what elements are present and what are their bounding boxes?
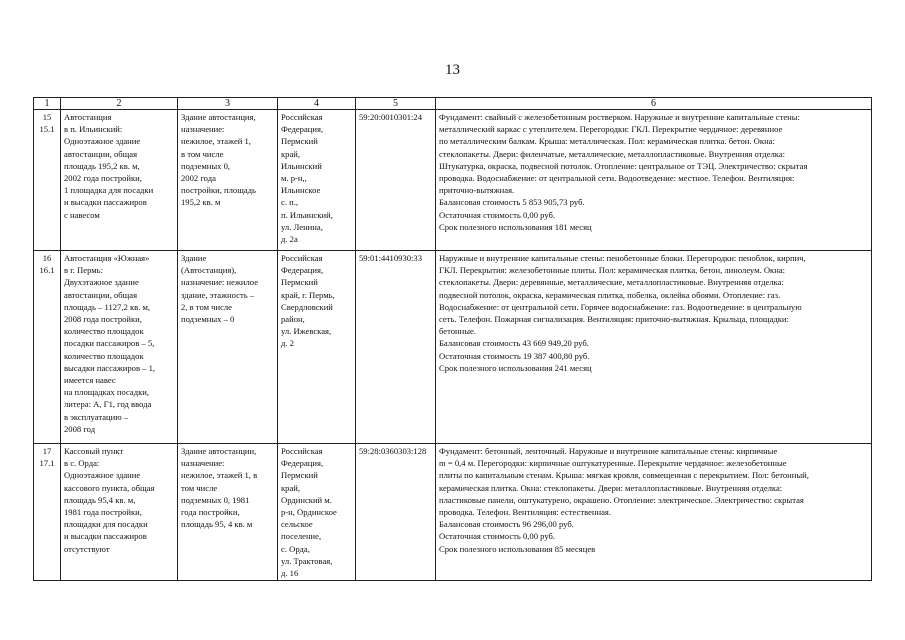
details-cell	[436, 251, 872, 444]
text-line: подвесной потолок, окраска, керамическая плитка, побелка, оклейка обоями. Отопление: газ.	[439, 289, 781, 300]
text-line: Ординский м.	[281, 494, 332, 505]
text-line: постройки, площадь	[181, 185, 256, 196]
text-line: Водоснабжение: от центральной сети. Горячее водоснабжение: газ. Водоотведение: в центральную	[439, 301, 802, 312]
row-subnumber: 15.1	[39, 124, 55, 135]
cadastral-number-cell	[356, 110, 436, 251]
text-line: Штукатурка, окраска, подвесной потолок. Отопление: центральное от ТЭЦ. Электричество: скрытая	[439, 160, 808, 171]
text-line: приточно-вытяжная.	[439, 185, 515, 196]
text-line: 2002 года	[181, 173, 216, 184]
text-line: 2002 года постройки,	[64, 173, 142, 184]
text-line: Здание автостанция,	[181, 112, 256, 122]
text-line: автостанции, общая	[64, 289, 138, 300]
text-line: край,	[281, 482, 301, 493]
text-line: металлический каркас с утеплителем. Перегородки: ГКЛ. Перекрытие чердачное: деревянное	[439, 124, 783, 135]
row-subnumber: 17.1	[39, 458, 55, 469]
residual-value: Остаточная стоимость 19 387 400,80 руб.	[439, 350, 590, 361]
cadastral-number: 59:01:4410930:33	[359, 253, 423, 263]
text-line: край,	[281, 148, 301, 159]
text-line: Наружные и внутренние капитальные стены: пенобетонные блоки. Перегородки: пеноблок, кирпич,	[439, 253, 806, 263]
text-line: назначение:	[181, 124, 225, 135]
text-line: Российская	[281, 253, 323, 263]
text-line: Российская	[281, 112, 323, 122]
text-line: нежилое, этажей 1,	[181, 136, 251, 147]
text-line: количество площадок	[64, 350, 144, 361]
object-name-cell	[61, 444, 178, 581]
row-number-cell	[34, 444, 61, 581]
row-number-cell	[34, 110, 61, 251]
text-line: Федерация,	[281, 458, 324, 469]
text-line: д. 16	[281, 568, 299, 579]
text-line: Российская	[281, 446, 323, 456]
column-header: 1	[34, 98, 61, 110]
text-line: Ильинский	[281, 160, 322, 171]
text-line: проводка. Телефон. Вентиляция: естественная.	[439, 507, 612, 518]
text-line: площадь 195,2 кв. м,	[64, 160, 140, 171]
text-line: район,	[281, 314, 305, 325]
text-line: года постройки,	[181, 507, 240, 518]
cadastral-number-cell	[356, 444, 436, 581]
text-line: m = 0,4 м. Перегородки: кирпичные оштукатуренные. Перекрытие чердачное: железобетонные	[439, 458, 787, 469]
text-line: в эксплуатацию –	[64, 411, 129, 422]
text-line: ул. Ленина,	[281, 221, 323, 232]
cadastral-number: 59:28:0360303:128	[359, 446, 427, 456]
text-line: количество площадок	[64, 326, 144, 337]
text-line: автостанции, общая	[64, 148, 138, 159]
text-line: стеклопакеты. Двери: филенчатые, металлические, металлопластиковые. Внутренняя отделка:	[439, 148, 786, 159]
column-header: 5	[356, 98, 436, 110]
text-line: в п. Ильинский:	[64, 124, 123, 135]
text-line: и высадки пассажиров	[64, 197, 147, 208]
cadastral-number: 59:20:0010301:24	[359, 112, 423, 122]
text-line: Фундамент: свайный с железобетонным ростверком. Наружные и внутренние капитальные стены:	[439, 112, 800, 122]
text-line: том числе	[181, 482, 218, 493]
text-line: отсутствуют	[64, 543, 110, 554]
column-header: 3	[178, 98, 278, 110]
text-line: по металлическим балкам. Крыша: металлическая. Пол: керамическая плитка. бетон. Окна:	[439, 136, 775, 147]
property-table	[33, 97, 872, 581]
text-line: керамическая плитка. Окна: стеклопакеты. Двери: металлопластиковые. Внутренняя отделка:	[439, 482, 783, 493]
balance-value: Балансовая стоимость 43 669 949,20 руб.	[439, 338, 589, 349]
residual-value: Остаточная стоимость 0,00 руб.	[439, 209, 556, 220]
text-line: нежилое, этажей 1, в	[181, 470, 258, 481]
text-line: сельское	[281, 519, 313, 530]
useful-life: Срок полезного использования 85 месяцев	[439, 543, 596, 554]
text-line: д. 2	[281, 338, 294, 349]
text-line: Фундамент: бетонный, ленточный. Наружные и внутренние капитальные стены: кирпичные	[439, 446, 778, 456]
text-line: и высадки пассажиров	[64, 531, 147, 542]
useful-life: Срок полезного использования 181 месяц	[439, 221, 592, 232]
row-number: 17	[42, 446, 52, 456]
text-line: край, г. Пермь,	[281, 289, 335, 300]
text-line: площадки для посадки	[64, 519, 148, 530]
balance-value: Балансовая стоимость 5 853 905,73 руб.	[439, 197, 585, 208]
text-line: Ильинское	[281, 185, 321, 196]
text-line: назначение: нежилое	[181, 277, 259, 288]
text-line: подземных 0,	[181, 160, 231, 171]
text-line: с. Орда,	[281, 543, 310, 554]
text-line: высадки пассажиров – 1,	[64, 362, 156, 373]
text-line: п. Ильинский,	[281, 209, 333, 220]
text-line: Двухэтажное здание	[64, 277, 139, 288]
row-number: 16	[42, 253, 52, 263]
text-line: Пермский	[281, 277, 318, 288]
text-line: Пермский	[281, 470, 318, 481]
text-line: посадки пассажиров – 5,	[64, 338, 155, 349]
table-row	[34, 251, 872, 444]
text-line: сеть. Телефон. Пожарная сигнализация. Вентиляция: приточно-вытяжная. Крыльца, площадки:	[439, 314, 789, 325]
balance-value: Балансовая стоимость 96 296,00 руб.	[439, 519, 574, 530]
text-line: плиты по капитальным стенам. Крыша: мягкая кровля, совмещенная с перекрытием. Пол: бетонный,	[439, 470, 809, 481]
column-header: 2	[61, 98, 178, 110]
text-line: кассового пункта, общая	[64, 482, 155, 493]
address-cell	[278, 251, 356, 444]
text-line: Одноэтажное здание	[64, 470, 141, 481]
text-line: Здание	[181, 253, 207, 263]
text-line: Федерация,	[281, 265, 324, 276]
text-line: бетонные.	[439, 326, 476, 337]
text-line: проводка. Водоснабжение: от центральной сети. Водоотведение: местное. Телефон. Вентиляция:	[439, 173, 795, 184]
text-line: 2, в том числе	[181, 301, 233, 312]
text-line: 2008 год	[64, 423, 96, 434]
details-cell	[436, 110, 872, 251]
text-line: поселение,	[281, 531, 322, 542]
text-line: ГКЛ. Перекрытия: железобетонные плиты. Пол: керамическая плитка, бетон, линолеум. Окна:	[439, 265, 786, 276]
text-line: 2008 года постройки,	[64, 314, 142, 325]
column-header: 4	[278, 98, 356, 110]
table-row	[34, 444, 872, 581]
text-line: Автостанция «Южная»	[64, 253, 150, 263]
object-name-cell	[61, 110, 178, 251]
text-line: подземных 0, 1981	[181, 494, 250, 505]
text-line: Пермский	[281, 136, 318, 147]
column-header: 6	[436, 98, 872, 110]
text-line: 1981 года постройки,	[64, 507, 142, 518]
text-line: ул. Трактовая,	[281, 555, 333, 566]
purpose-cell	[178, 110, 278, 251]
purpose-cell	[178, 251, 278, 444]
text-line: р-н, Ординское	[281, 507, 337, 518]
table-row	[34, 110, 872, 251]
text-line: м. р-н,,	[281, 173, 307, 184]
text-line: Свердловский	[281, 301, 333, 312]
text-line: с. п.,	[281, 197, 299, 208]
text-line: 195,2 кв. м	[181, 197, 221, 208]
text-line: пластиковые панели, оштукатурено, окрашено. Отопление: электрическое. Электричество: скрытая	[439, 494, 804, 505]
text-line: 1 площадка для посадки	[64, 185, 154, 196]
address-cell	[278, 110, 356, 251]
text-line: в с. Орда:	[64, 458, 100, 469]
text-line: Здание автостанции,	[181, 446, 257, 456]
text-line: Автостанция	[64, 112, 112, 122]
row-number: 15	[42, 112, 52, 122]
text-line: Одноэтажное здание	[64, 136, 141, 147]
object-name-cell	[61, 251, 178, 444]
text-line: площадь 95,4 кв. м,	[64, 494, 136, 505]
text-line: площадь – 1127,2 кв. м,	[64, 301, 151, 312]
text-line: д. 2а	[281, 234, 298, 245]
page-number: 13	[445, 62, 460, 78]
text-line: (Автостанция),	[181, 265, 237, 276]
text-line: литера: А, Г1, год ввода	[64, 399, 152, 410]
text-line: ул. Ижевская,	[281, 326, 332, 337]
text-line: имеется навес	[64, 375, 116, 386]
purpose-cell	[178, 444, 278, 581]
useful-life: Срок полезного использования 241 месяц	[439, 362, 592, 373]
text-line: в том числе	[181, 148, 224, 159]
residual-value: Остаточная стоимость 0,00 руб.	[439, 531, 556, 542]
text-line: Кассовый пункт	[64, 446, 124, 456]
text-line: в г. Пермь:	[64, 265, 103, 276]
address-cell	[278, 444, 356, 581]
text-line: с навесом	[64, 209, 100, 220]
header-row	[34, 98, 872, 110]
text-line: подземных – 0	[181, 314, 235, 325]
text-line: площадь 95, 4 кв. м	[181, 519, 253, 530]
row-subnumber: 16.1	[39, 265, 55, 276]
details-cell	[436, 444, 872, 581]
row-number-cell	[34, 251, 61, 444]
text-line: на площадках посадки,	[64, 387, 149, 398]
text-line: назначение:	[181, 458, 225, 469]
cadastral-number-cell	[356, 251, 436, 444]
text-line: Федерация,	[281, 124, 324, 135]
text-line: здание, этажность –	[181, 289, 255, 300]
text-line: стеклопакеты. Двери: деревянные, металлические, металлопластиковые. Внутренняя отделка:	[439, 277, 784, 288]
